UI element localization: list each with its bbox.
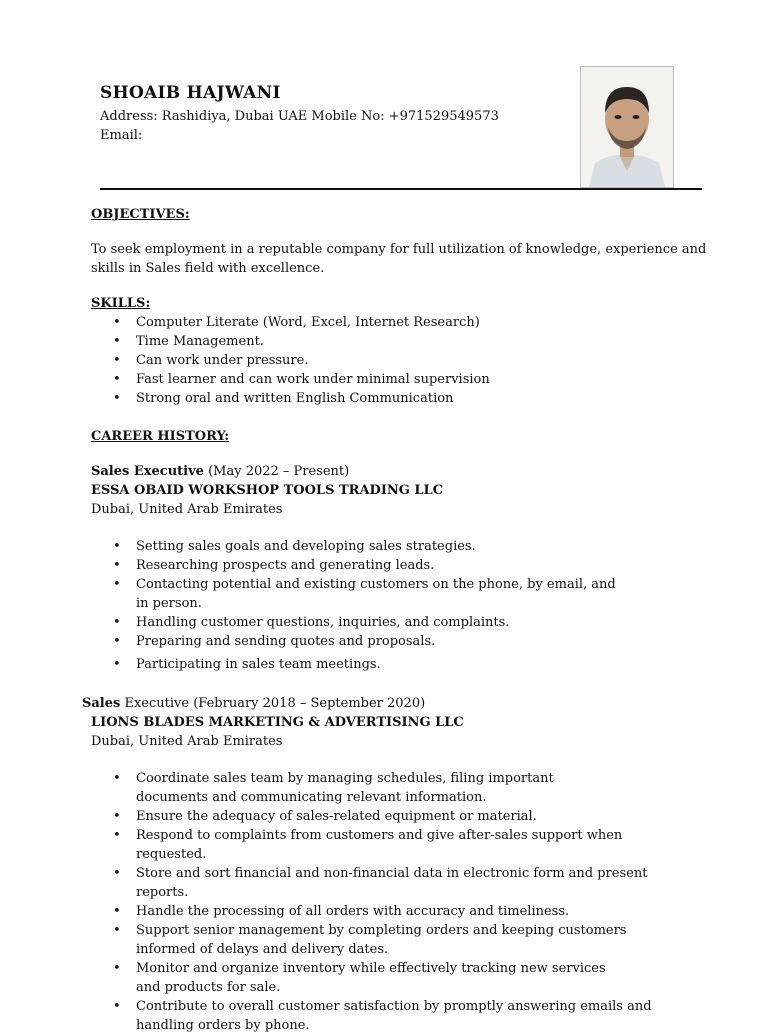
list-item: • Can work under pressure.: [91, 351, 711, 370]
list-item: • Time Management.: [91, 332, 711, 351]
contact-address: Address: Rashidiya, Dubai UAE Mobile No: +971529549573: [100, 109, 499, 124]
objectives-heading: OBJECTIVES:: [91, 207, 190, 222]
contact-email: Email:: [100, 128, 143, 143]
job-company: LIONS BLADES MARKETING & ADVERTISING LLC: [91, 715, 464, 730]
objectives-section: [91, 205, 711, 278]
job-entry: [82, 694, 702, 1035]
list-item: • Participating in sales team meetings.: [91, 655, 616, 674]
list-item: • Contacting potential and existing customers on the phone, by email, and in person.: [91, 575, 616, 613]
list-item: • Handling customer questions, inquiries, and complaints.: [91, 613, 616, 632]
candidate-name: SHOAIB HAJWANI: [100, 83, 281, 103]
job-duties: [91, 537, 616, 674]
job-title-line: [82, 694, 702, 713]
profile-photo: [580, 66, 674, 188]
list-item: • Fast learner and can work under minimal supervision: [91, 370, 711, 389]
skills-section: [91, 294, 711, 408]
profile-photo-image: [581, 67, 673, 187]
list-item: • Ensure the adequacy of sales-related equipment or material.: [91, 807, 671, 826]
job-entry: [91, 462, 711, 674]
job-title: Sales Executive: [91, 464, 204, 479]
list-item: • Computer Literate (Word, Excel, Internet Research): [91, 313, 711, 332]
job-dates: (February 2018 – September 2020): [193, 696, 426, 711]
list-item: • Contribute to overall customer satisfaction by promptly answering emails and handling orders by phone.: [91, 997, 671, 1035]
job-dates: (May 2022 – Present): [208, 464, 350, 479]
list-item: • Monitor and organize inventory while effectively tracking new services and products for sale.: [91, 959, 626, 997]
skills-heading: SKILLS:: [91, 296, 151, 311]
list-item: • Coordinate sales team by managing schedules, filing important documents and communicating relevant information.: [91, 769, 616, 807]
objectives-text: To seek employment in a reputable company for full utilization of knowledge, experience and skills in Sales field with excellence.: [91, 242, 707, 276]
job-location: Dubai, United Arab Emirates: [91, 734, 283, 749]
career-heading: CAREER HISTORY:: [91, 429, 230, 444]
list-item: • Handle the processing of all orders with accuracy and timeliness.: [91, 902, 671, 921]
job-title: Sales: [82, 696, 121, 711]
list-item: • Store and sort financial and non-financial data in electronic form and present reports.: [91, 864, 671, 902]
job-duties: [91, 769, 671, 1035]
list-item: • Respond to complaints from customers and give after-sales support when requested.: [91, 826, 671, 864]
list-item: • Preparing and sending quotes and proposals.: [91, 632, 616, 651]
job-title-rest: Executive: [124, 696, 190, 711]
list-item: • Strong oral and written English Communication: [91, 389, 711, 408]
header-divider: [100, 188, 702, 190]
list-item: • Setting sales goals and developing sales strategies.: [91, 537, 616, 556]
list-item: • Researching prospects and generating leads.: [91, 556, 616, 575]
skills-list: [91, 313, 711, 408]
job-title-line: [91, 462, 711, 481]
list-item: • Support senior management by completing orders and keeping customers informed of delays and delivery dates.: [91, 921, 676, 959]
job-location: Dubai, United Arab Emirates: [91, 502, 283, 517]
job-company: ESSA OBAID WORKSHOP TOOLS TRADING LLC: [91, 483, 444, 498]
